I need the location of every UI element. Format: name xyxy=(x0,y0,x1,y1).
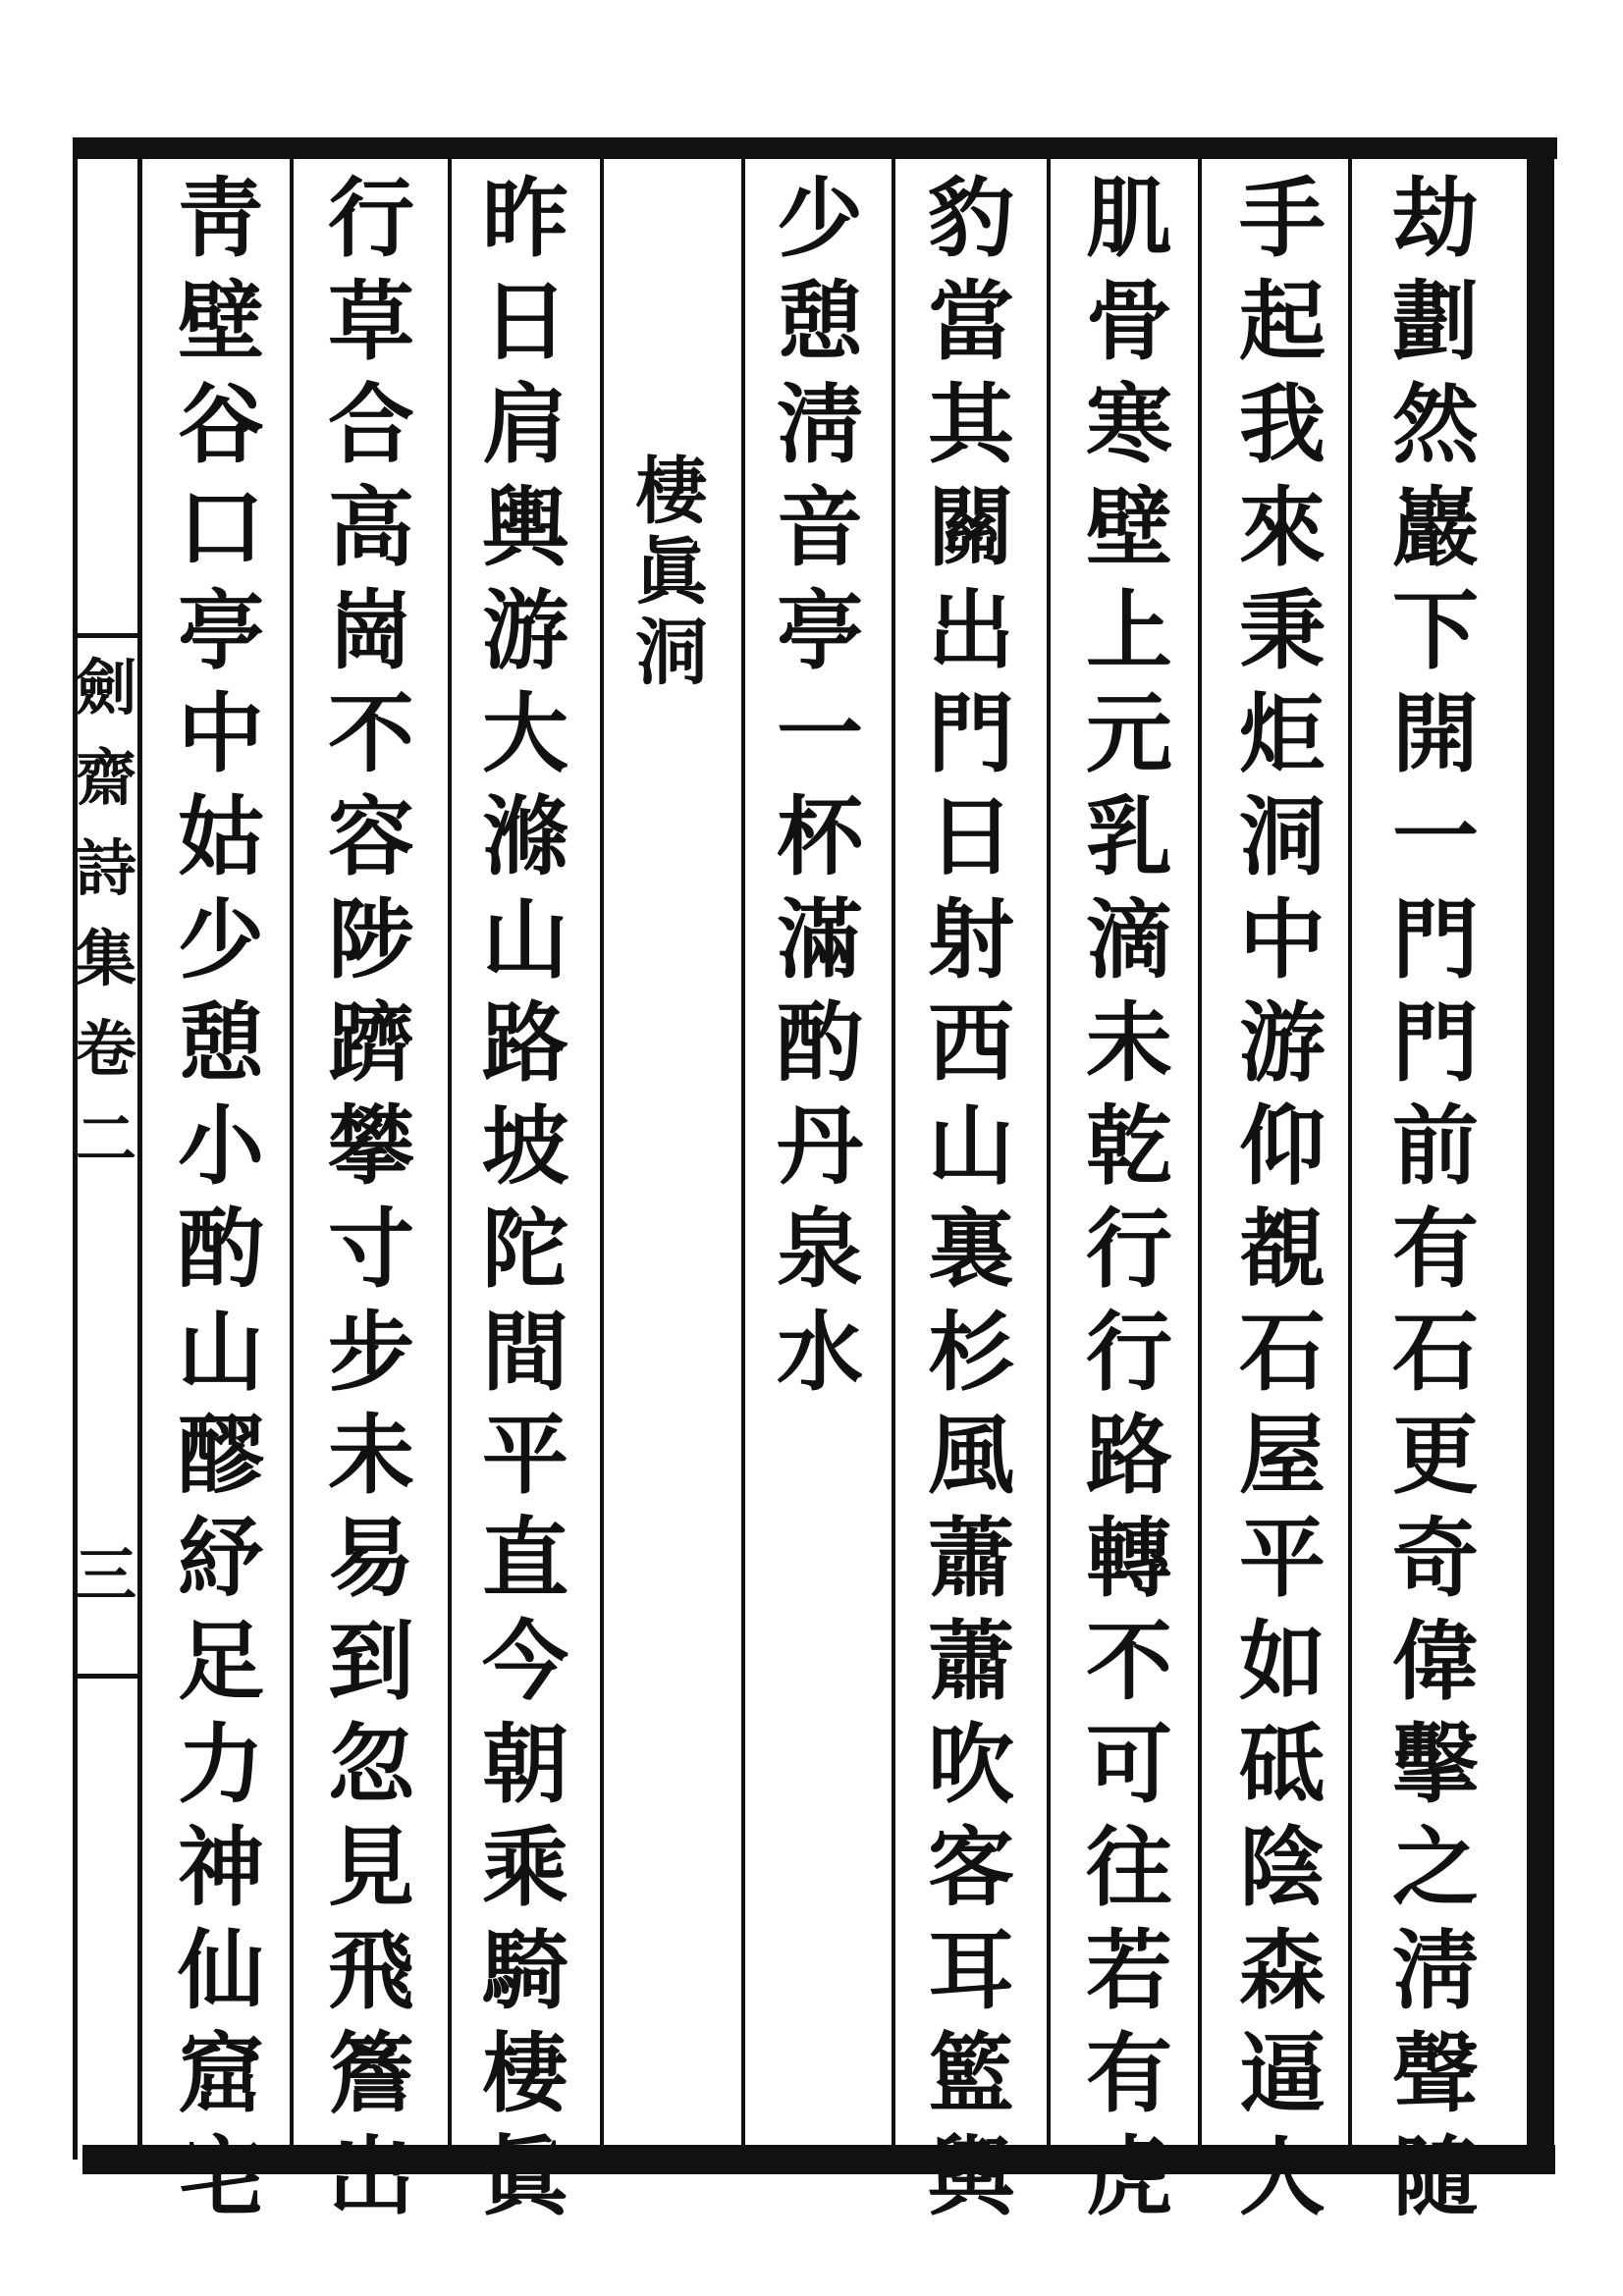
glyph: 淸 xyxy=(1391,1919,1479,2021)
glyph: 音 xyxy=(776,476,863,578)
text-column-4 xyxy=(912,167,1030,2228)
glyph: 射 xyxy=(927,888,1014,990)
glyph: 肌 xyxy=(1085,167,1172,269)
glyph: 飛 xyxy=(327,1919,414,2021)
text-column-9 xyxy=(162,167,280,2228)
glyph: 肩 xyxy=(481,373,568,475)
glyph: 易 xyxy=(327,1507,414,1609)
glyph: 我 xyxy=(1238,373,1325,475)
glyph: 洞 xyxy=(635,611,708,695)
spine-upper-tick xyxy=(73,633,141,638)
glyph: 棲 xyxy=(635,450,708,534)
glyph: 今 xyxy=(481,1610,568,1712)
glyph: 乘 xyxy=(481,1816,568,1918)
glyph: 前 xyxy=(1391,1095,1479,1197)
glyph: 未 xyxy=(1085,991,1172,1094)
glyph: 轉 xyxy=(1085,1507,1172,1609)
glyph: 手 xyxy=(1238,167,1325,269)
glyph: 游 xyxy=(481,579,568,681)
glyph: 門 xyxy=(927,682,1014,784)
glyph: 下 xyxy=(1391,579,1479,681)
glyph: 中 xyxy=(177,682,264,784)
glyph: 風 xyxy=(927,1404,1014,1506)
glyph: 眞 xyxy=(481,2125,568,2227)
glyph: 秉 xyxy=(1238,579,1325,681)
glyph: 聲 xyxy=(1391,2022,1479,2124)
glyph: 如 xyxy=(1238,1610,1325,1712)
right-border-rule xyxy=(1527,137,1554,2174)
glyph: 酌 xyxy=(177,1198,264,1300)
glyph: 山 xyxy=(177,1301,264,1403)
glyph: 蕭 xyxy=(927,1507,1014,1609)
glyph: 壁 xyxy=(177,270,264,372)
glyph: 水 xyxy=(776,1301,863,1403)
glyph: 草 xyxy=(327,270,414,372)
glyph: 偉 xyxy=(1391,1610,1479,1712)
glyph: 一 xyxy=(776,682,863,784)
glyph: 巖 xyxy=(1391,476,1479,578)
glyph: 姑 xyxy=(177,785,264,887)
glyph: 滴 xyxy=(1085,888,1172,990)
column-divider xyxy=(1198,157,1202,2150)
glyph: 山 xyxy=(481,888,568,990)
glyph: 屋 xyxy=(1238,1404,1325,1506)
column-divider xyxy=(290,157,294,2150)
glyph: 泉 xyxy=(776,1198,863,1300)
glyph: 簷 xyxy=(327,2022,414,2124)
glyph: 其 xyxy=(927,373,1014,475)
glyph: 關 xyxy=(927,476,1014,578)
glyph: 忽 xyxy=(327,1713,414,1815)
glyph: 吹 xyxy=(927,1713,1014,1815)
glyph: 詩 xyxy=(75,832,136,904)
glyph: 寸 xyxy=(327,1198,414,1300)
text-column-2 xyxy=(1223,167,1341,2228)
text-column-8 xyxy=(312,167,430,2228)
glyph: 憩 xyxy=(776,270,863,372)
glyph: 三 xyxy=(75,1539,136,1611)
glyph: 洞 xyxy=(1238,785,1325,887)
glyph: 逼 xyxy=(1238,2022,1325,2124)
glyph: 劍 xyxy=(75,652,136,723)
glyph: 上 xyxy=(1085,579,1172,681)
glyph: 奇 xyxy=(1391,1507,1479,1609)
glyph: 籃 xyxy=(927,2022,1014,2124)
glyph: 亭 xyxy=(776,579,863,681)
glyph: 輿 xyxy=(927,2125,1014,2227)
glyph: 日 xyxy=(481,270,568,372)
column-divider xyxy=(600,157,604,2150)
glyph: 游 xyxy=(1238,991,1325,1094)
glyph: 紓 xyxy=(177,1507,264,1609)
glyph: 集 xyxy=(75,923,136,994)
glyph: 大 xyxy=(481,682,568,784)
glyph: 虎 xyxy=(1085,2125,1172,2227)
glyph: 出 xyxy=(327,2125,414,2227)
glyph: 隨 xyxy=(1391,2125,1479,2227)
glyph: 豹 xyxy=(927,167,1014,269)
glyph: 滌 xyxy=(481,785,568,887)
glyph: 足 xyxy=(177,1610,264,1712)
glyph: 行 xyxy=(327,167,414,269)
glyph: 石 xyxy=(1238,1301,1325,1403)
glyph: 之 xyxy=(1391,1816,1479,1918)
glyph: 見 xyxy=(327,1816,414,1918)
glyph: 乳 xyxy=(1085,785,1172,887)
glyph: 骨 xyxy=(1085,270,1172,372)
glyph: 山 xyxy=(927,1095,1014,1197)
poem-title-column xyxy=(627,452,716,693)
glyph: 日 xyxy=(927,785,1014,887)
glyph: 宅 xyxy=(177,2125,264,2227)
column-divider xyxy=(741,157,745,2150)
glyph: 憩 xyxy=(177,991,264,1094)
glyph: 平 xyxy=(481,1404,568,1506)
glyph: 裏 xyxy=(927,1198,1014,1300)
glyph: 有 xyxy=(1085,2022,1172,2124)
glyph: 劃 xyxy=(1391,270,1479,372)
glyph: 合 xyxy=(327,373,414,475)
glyph: 中 xyxy=(1238,888,1325,990)
glyph: 崗 xyxy=(327,579,414,681)
glyph: 口 xyxy=(177,476,264,578)
glyph: 西 xyxy=(927,991,1014,1094)
glyph: 谷 xyxy=(177,373,264,475)
glyph: 開 xyxy=(1391,682,1479,784)
glyph: 卷 xyxy=(75,1013,136,1085)
glyph: 然 xyxy=(1391,373,1479,475)
glyph: 淸 xyxy=(776,373,863,475)
glyph: 行 xyxy=(1085,1198,1172,1300)
top-border-rule xyxy=(75,137,1557,159)
glyph: 蕭 xyxy=(927,1610,1014,1712)
glyph: 棲 xyxy=(481,2022,568,2124)
glyph: 步 xyxy=(327,1301,414,1403)
glyph: 騎 xyxy=(481,1919,568,2021)
glyph: 可 xyxy=(1085,1713,1172,1815)
glyph: 杯 xyxy=(776,785,863,887)
glyph: 杉 xyxy=(927,1301,1014,1403)
glyph: 醪 xyxy=(177,1404,264,1506)
glyph: 二 xyxy=(75,1103,136,1175)
glyph: 來 xyxy=(1238,476,1325,578)
glyph: 路 xyxy=(481,991,568,1094)
glyph: 元 xyxy=(1085,682,1172,784)
glyph: 間 xyxy=(481,1301,568,1403)
glyph: 到 xyxy=(327,1610,414,1712)
glyph: 攀 xyxy=(327,1095,414,1197)
glyph: 仰 xyxy=(1238,1095,1325,1197)
spine-divider-rule xyxy=(137,137,142,2160)
text-column-3 xyxy=(1070,167,1188,2228)
glyph: 酌 xyxy=(776,991,863,1094)
glyph: 森 xyxy=(1238,1919,1325,2021)
glyph: 坡 xyxy=(481,1095,568,1197)
glyph: 一 xyxy=(1391,785,1479,887)
glyph: 朝 xyxy=(481,1713,568,1815)
glyph: 門 xyxy=(1391,991,1479,1094)
glyph: 平 xyxy=(1238,1507,1325,1609)
glyph: 容 xyxy=(327,785,414,887)
glyph: 輿 xyxy=(481,476,568,578)
glyph: 石 xyxy=(1391,1301,1479,1403)
glyph: 客 xyxy=(927,1816,1014,1918)
glyph: 當 xyxy=(927,270,1014,372)
glyph: 小 xyxy=(177,1095,264,1197)
glyph: 高 xyxy=(327,476,414,578)
column-divider xyxy=(448,157,452,2150)
glyph: 砥 xyxy=(1238,1713,1325,1815)
glyph: 壁 xyxy=(1085,476,1172,578)
glyph: 劫 xyxy=(1391,167,1479,269)
column-divider xyxy=(892,157,895,2150)
glyph: 行 xyxy=(1085,1301,1172,1403)
glyph: 仙 xyxy=(177,1919,264,2021)
glyph: 有 xyxy=(1391,1198,1479,1300)
glyph: 神 xyxy=(177,1816,264,1918)
glyph: 若 xyxy=(1085,1919,1172,2021)
column-divider xyxy=(1348,157,1352,2150)
glyph: 躋 xyxy=(327,991,414,1094)
glyph: 少 xyxy=(776,167,863,269)
glyph: 滿 xyxy=(776,888,863,990)
glyph: 耳 xyxy=(927,1919,1014,2021)
glyph: 靑 xyxy=(177,167,264,269)
glyph: 眞 xyxy=(635,530,708,614)
glyph: 陟 xyxy=(327,888,414,990)
glyph: 路 xyxy=(1085,1404,1172,1506)
column-divider xyxy=(1047,157,1051,2150)
glyph: 少 xyxy=(177,888,264,990)
glyph: 不 xyxy=(327,682,414,784)
spine-lower-tick xyxy=(73,1674,141,1679)
glyph: 力 xyxy=(177,1713,264,1815)
text-column-5 xyxy=(761,167,879,1404)
glyph: 不 xyxy=(1085,1610,1172,1712)
glyph: 炬 xyxy=(1238,682,1325,784)
glyph: 出 xyxy=(927,579,1014,681)
glyph: 擊 xyxy=(1391,1713,1479,1815)
glyph: 齋 xyxy=(75,742,136,814)
glyph: 陰 xyxy=(1238,1816,1325,1918)
glyph: 乾 xyxy=(1085,1095,1172,1197)
glyph: 更 xyxy=(1391,1404,1479,1506)
glyph: 寒 xyxy=(1085,373,1172,475)
glyph: 亭 xyxy=(177,579,264,681)
glyph: 往 xyxy=(1085,1816,1172,1918)
text-column-1 xyxy=(1377,167,1494,2228)
glyph: 門 xyxy=(1391,888,1479,990)
spine-page-number xyxy=(75,1541,137,1610)
glyph: 昨 xyxy=(481,167,568,269)
glyph: 覩 xyxy=(1238,1198,1325,1300)
glyph: 人 xyxy=(1238,2125,1325,2227)
glyph: 直 xyxy=(481,1507,568,1609)
glyph: 陀 xyxy=(481,1198,568,1300)
glyph: 起 xyxy=(1238,270,1325,372)
glyph: 窟 xyxy=(177,2022,264,2124)
text-column-7 xyxy=(466,167,584,2228)
spine-book-title xyxy=(75,643,137,1252)
glyph: 丹 xyxy=(776,1095,863,1197)
glyph: 未 xyxy=(327,1404,414,1506)
